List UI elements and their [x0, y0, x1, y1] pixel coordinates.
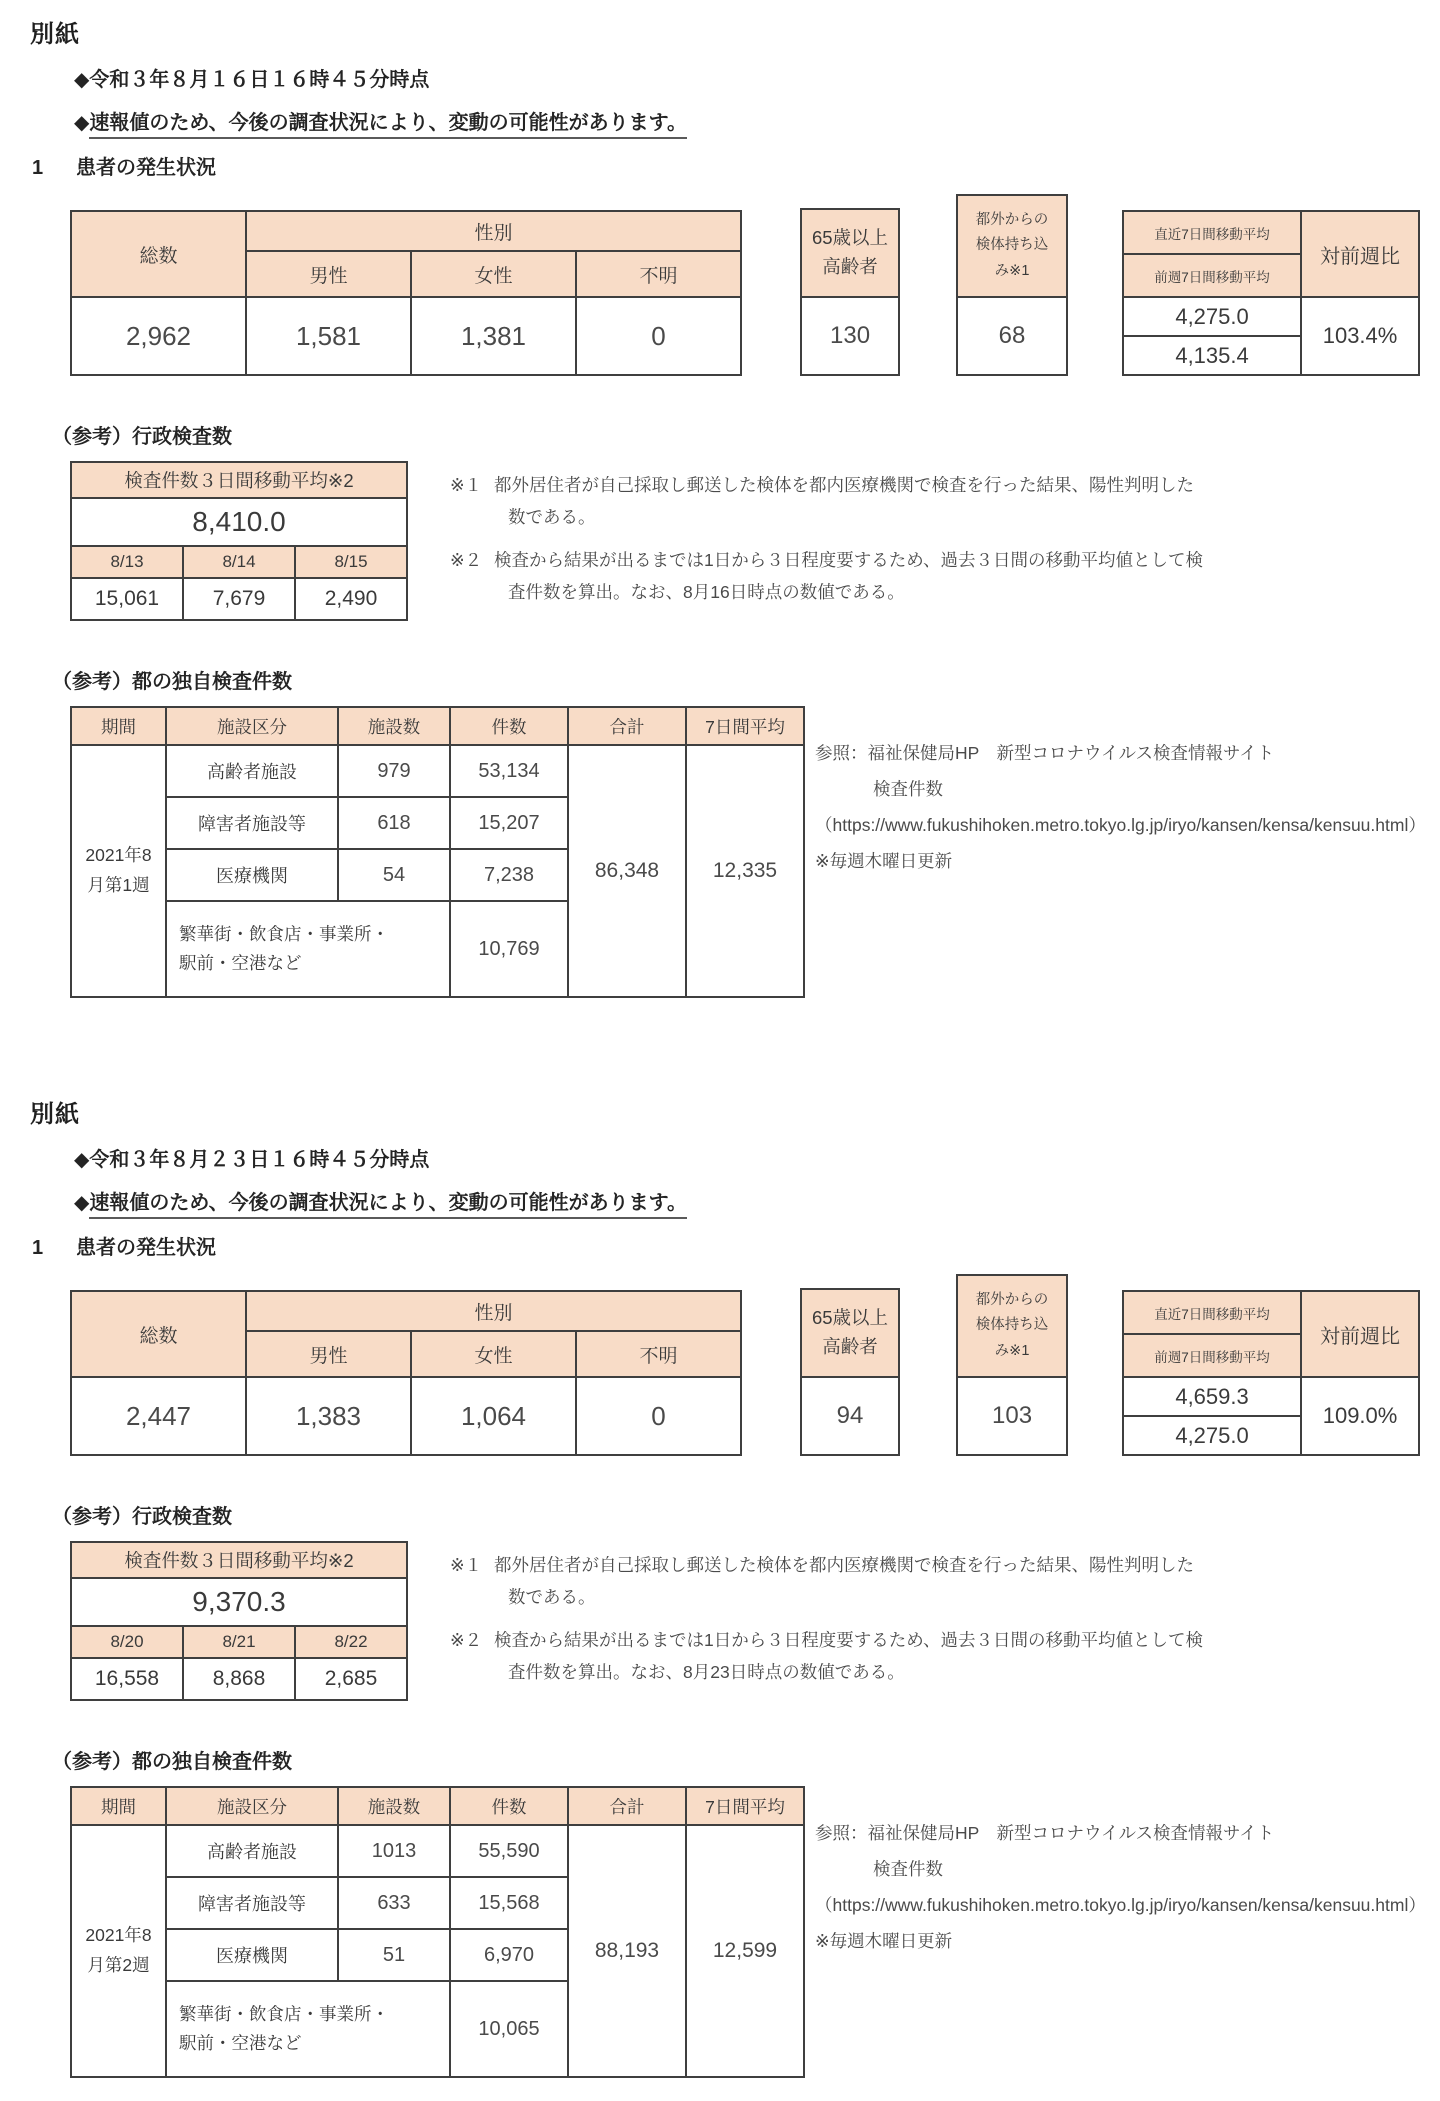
male-header: 男性	[246, 251, 411, 297]
elderly-header	[801, 209, 899, 297]
outside-samples-table	[956, 1274, 1068, 1456]
recent-7day-avg-header: 直近7日間移動平均	[1123, 211, 1301, 254]
elderly-table	[800, 1288, 900, 1456]
count-cell: 15,207	[450, 797, 568, 849]
category-cell: 繁華街・飲食店・事業所・駅前・空港など	[166, 1981, 450, 2077]
footnote-2	[450, 544, 1440, 609]
heading-number: 1	[32, 1237, 44, 1259]
tokyo-tests-heading: （参考）都の独自検査件数	[52, 671, 292, 693]
patients-tables	[70, 1274, 1440, 1456]
elderly-value: 130	[801, 297, 899, 375]
prev-7day-avg-header: 前週7日間移動平均	[1123, 254, 1301, 297]
total-header: 総数	[71, 211, 246, 297]
col-total-header: 合計	[568, 1787, 686, 1825]
disclaimer-text: 速報値のため、今後の調査状況により、変動の可能性があります。	[89, 112, 687, 139]
gender-header: 性別	[246, 1291, 741, 1331]
recent-7day-avg-header: 直近7日間移動平均	[1123, 1291, 1301, 1334]
week-over-week-header: 対前週比	[1301, 211, 1419, 297]
bullet-diamond-icon: ◆	[74, 1192, 90, 1214]
date-header-1: 8/20	[71, 1626, 183, 1658]
period-line2: 月第1週	[87, 875, 150, 895]
facilities-cell: 633	[338, 1877, 450, 1929]
elderly-header-line2: 高齢者	[822, 256, 878, 277]
report-section-2	[0, 1094, 1440, 2078]
footnote-2-text-cont: 査件数を算出。なお、8月23日時点の数値である。	[508, 1662, 905, 1683]
week-over-week-value: 109.0%	[1301, 1377, 1419, 1455]
tokyo-tests-table	[70, 706, 805, 998]
admin-tests-heading: （参考）行政検査数	[52, 426, 232, 448]
outside-samples-value: 103	[957, 1377, 1067, 1455]
count-cell: 10,065	[450, 1981, 568, 2077]
disclaimer-text: 速報値のため、今後の調査状況により、変動の可能性があります。	[89, 1192, 687, 1219]
reference-note	[815, 706, 1440, 880]
col-week-avg-header: 7日間平均	[686, 1787, 804, 1825]
prev-7day-avg-header: 前週7日間移動平均	[1123, 1334, 1301, 1377]
facilities-cell: 618	[338, 797, 450, 849]
attachment-label: 別紙	[30, 21, 80, 48]
total-header: 総数	[71, 1291, 246, 1377]
col-category-header: 施設区分	[166, 707, 338, 745]
admin-tests-heading: （参考）行政検査数	[52, 1506, 232, 1528]
footnote-2-text-cont: 査件数を算出。なお、8月16日時点の数値である。	[508, 582, 905, 603]
male-value: 1,581	[246, 297, 411, 375]
col-count-header: 件数	[450, 707, 568, 745]
admin-avg-value: 8,410.0	[71, 498, 407, 546]
disclaimer-line	[74, 1186, 1440, 1215]
week-avg-cell: 12,599	[686, 1825, 804, 2077]
female-value: 1,381	[411, 297, 576, 375]
total-value: 2,447	[71, 1377, 246, 1455]
date-header-2: 8/14	[183, 546, 295, 578]
heading-text: 患者の発生状況	[76, 157, 216, 179]
date-header-3: 8/15	[295, 546, 407, 578]
timestamp-text: 令和３年８月２３日１６時４５分時点	[89, 1149, 430, 1171]
footnote-1-text: 都外居住者が自己採取し郵送した検体を都内医療機関で検査を行った結果、陽性判明した	[494, 475, 1195, 495]
outside-samples-header	[957, 1275, 1067, 1377]
reference-subject: 検査件数	[873, 1858, 943, 1879]
patients-heading	[32, 1231, 1440, 1260]
total-value: 2,962	[71, 297, 246, 375]
daily-value-2: 7,679	[183, 578, 295, 620]
admin-tests-block	[70, 1541, 1440, 1701]
period-line1: 2021年8	[85, 845, 152, 866]
reference-note	[815, 1786, 1440, 1960]
outside-header-line3: み※1	[994, 1342, 1030, 1359]
week-avg-cell: 12,335	[686, 745, 804, 997]
bullet-diamond-icon: ◆	[74, 69, 90, 91]
report-section-1	[0, 14, 1440, 998]
footnote-1-label: ※１	[450, 475, 483, 495]
count-cell: 7,238	[450, 849, 568, 901]
elderly-header	[801, 1289, 899, 1377]
count-cell: 6,970	[450, 1929, 568, 1981]
patients-heading	[32, 151, 1440, 180]
male-header: 男性	[246, 1331, 411, 1377]
timestamp-line	[74, 1143, 1440, 1172]
prev-7day-avg-value: 4,135.4	[1123, 336, 1301, 375]
outside-header-line2: 検体持ち込	[975, 1317, 1049, 1334]
category-cell: 高齢者施設	[166, 745, 338, 797]
week-over-week-value: 103.4%	[1301, 297, 1419, 375]
reference-subject: 検査件数	[873, 778, 943, 799]
bullet-diamond-icon: ◆	[74, 1149, 90, 1171]
tokyo-tests-block	[70, 706, 1440, 998]
patients-gender-table	[70, 1290, 742, 1456]
timestamp-text: 令和３年８月１６日１６時４５分時点	[89, 69, 430, 91]
col-period-header: 期間	[71, 1787, 166, 1825]
elderly-table	[800, 208, 900, 376]
moving-average-table	[1122, 1290, 1420, 1456]
female-value: 1,064	[411, 1377, 576, 1455]
category-cell: 障害者施設等	[166, 1877, 338, 1929]
date-header-1: 8/13	[71, 546, 183, 578]
col-count-header: 件数	[450, 1787, 568, 1825]
recent-7day-avg-value: 4,275.0	[1123, 297, 1301, 336]
period-line2: 月第2週	[87, 1955, 150, 1975]
female-header: 女性	[411, 251, 576, 297]
col-period-header: 期間	[71, 707, 166, 745]
daily-value-3: 2,490	[295, 578, 407, 620]
footnote-2-text: 検査から結果が出るまでは1日から３日程度要するため、過去３日間の移動平均値として検	[494, 549, 1204, 570]
tokyo-tests-block	[70, 1786, 1440, 2078]
outside-samples-value: 68	[957, 297, 1067, 375]
female-header: 女性	[411, 1331, 576, 1377]
outside-header-line2: 検体持ち込	[975, 237, 1049, 254]
reference-url: （https://www.fukushihoken.metro.tokyo.lg.jp/iryo/kansen/kensa/kensuu.html）	[815, 1894, 1426, 1915]
col-facilities-header: 施設数	[338, 707, 450, 745]
facilities-cell: 1013	[338, 1825, 450, 1877]
male-value: 1,383	[246, 1377, 411, 1455]
outside-header-line1: 都外からの	[975, 1291, 1049, 1308]
elderly-value: 94	[801, 1377, 899, 1455]
unknown-header: 不明	[576, 1331, 741, 1377]
report-page	[0, 14, 1440, 2078]
col-total-header: 合計	[568, 707, 686, 745]
count-cell: 10,769	[450, 901, 568, 997]
moving-average-table	[1122, 210, 1420, 376]
footnote-1-text-cont: 数である。	[508, 1587, 596, 1608]
elderly-header-line1: 65歳以上	[811, 1307, 889, 1329]
category-cell: 繁華街・飲食店・事業所・駅前・空港など	[166, 901, 450, 997]
unknown-header: 不明	[576, 251, 741, 297]
category-cell: 医療機関	[166, 1929, 338, 1981]
admin-avg-header: 検査件数３日間移動平均※2	[71, 1542, 407, 1578]
timestamp-line	[74, 63, 1440, 92]
admin-avg-header: 検査件数３日間移動平均※2	[71, 462, 407, 498]
total-cell: 86,348	[568, 745, 686, 997]
period-cell	[71, 1825, 166, 2077]
bullet-diamond-icon: ◆	[74, 112, 90, 134]
date-header-2: 8/21	[183, 1626, 295, 1658]
elderly-header-line2: 高齢者	[822, 1336, 878, 1357]
tokyo-tests-heading: （参考）都の独自検査件数	[52, 1751, 292, 1773]
daily-value-3: 2,685	[295, 1658, 407, 1700]
footnote-2-label: ※２	[450, 549, 483, 570]
elderly-header-line1: 65歳以上	[811, 227, 889, 249]
outside-header-line3: み※1	[994, 262, 1030, 279]
daily-value-1: 16,558	[71, 1658, 183, 1700]
footnote-1	[450, 469, 1440, 534]
footnotes	[450, 461, 1440, 619]
date-header-3: 8/22	[295, 1626, 407, 1658]
facilities-cell: 979	[338, 745, 450, 797]
count-cell: 53,134	[450, 745, 568, 797]
admin-tests-table	[70, 461, 408, 621]
patients-tables	[70, 194, 1440, 376]
gender-header: 性別	[246, 211, 741, 251]
tokyo-tests-table	[70, 1786, 805, 2078]
period-line1: 2021年8	[85, 1925, 152, 1946]
heading-text: 患者の発生状況	[76, 1237, 216, 1259]
category-cell: 高齢者施設	[166, 1825, 338, 1877]
footnote-2-text: 検査から結果が出るまでは1日から３日程度要するため、過去３日間の移動平均値として検	[494, 1629, 1204, 1650]
facilities-cell: 51	[338, 1929, 450, 1981]
col-facilities-header: 施設数	[338, 1787, 450, 1825]
category-cell: 医療機関	[166, 849, 338, 901]
daily-value-1: 15,061	[71, 578, 183, 620]
heading-number: 1	[32, 157, 44, 179]
footnote-2	[450, 1624, 1440, 1689]
category-cell: 障害者施設等	[166, 797, 338, 849]
outside-samples-header	[957, 195, 1067, 297]
count-cell: 15,568	[450, 1877, 568, 1929]
outside-samples-table	[956, 194, 1068, 376]
admin-avg-value: 9,370.3	[71, 1578, 407, 1626]
facilities-cell: 54	[338, 849, 450, 901]
recent-7day-avg-value: 4,659.3	[1123, 1377, 1301, 1416]
admin-tests-table	[70, 1541, 408, 1701]
footnote-2-label: ※２	[450, 1629, 483, 1650]
unknown-value: 0	[576, 297, 741, 375]
total-cell: 88,193	[568, 1825, 686, 2077]
period-cell	[71, 745, 166, 997]
footnote-1-text: 都外居住者が自己採取し郵送した検体を都内医療機関で検査を行った結果、陽性判明した	[494, 1555, 1195, 1575]
reference-source: 参照：福祉保健局HP 新型コロナウイルス検査情報サイト	[815, 743, 1275, 763]
unknown-value: 0	[576, 1377, 741, 1455]
prev-7day-avg-value: 4,275.0	[1123, 1416, 1301, 1455]
footnote-1-label: ※１	[450, 1555, 483, 1575]
daily-value-2: 8,868	[183, 1658, 295, 1700]
reference-url: （https://www.fukushihoken.metro.tokyo.lg.jp/iryo/kansen/kensa/kensuu.html）	[815, 814, 1426, 835]
col-category-header: 施設区分	[166, 1787, 338, 1825]
count-cell: 55,590	[450, 1825, 568, 1877]
footnote-1-text-cont: 数である。	[508, 507, 596, 528]
admin-tests-block	[70, 461, 1440, 621]
attachment-label: 別紙	[30, 1101, 80, 1128]
footnote-1	[450, 1549, 1440, 1614]
disclaimer-line	[74, 106, 1440, 135]
patients-gender-table	[70, 210, 742, 376]
reference-update-note: ※毎週木曜日更新	[815, 850, 953, 871]
outside-header-line1: 都外からの	[975, 211, 1049, 228]
col-week-avg-header: 7日間平均	[686, 707, 804, 745]
reference-update-note: ※毎週木曜日更新	[815, 1930, 953, 1951]
reference-source: 参照：福祉保健局HP 新型コロナウイルス検査情報サイト	[815, 1823, 1275, 1843]
footnotes	[450, 1541, 1440, 1699]
week-over-week-header: 対前週比	[1301, 1291, 1419, 1377]
